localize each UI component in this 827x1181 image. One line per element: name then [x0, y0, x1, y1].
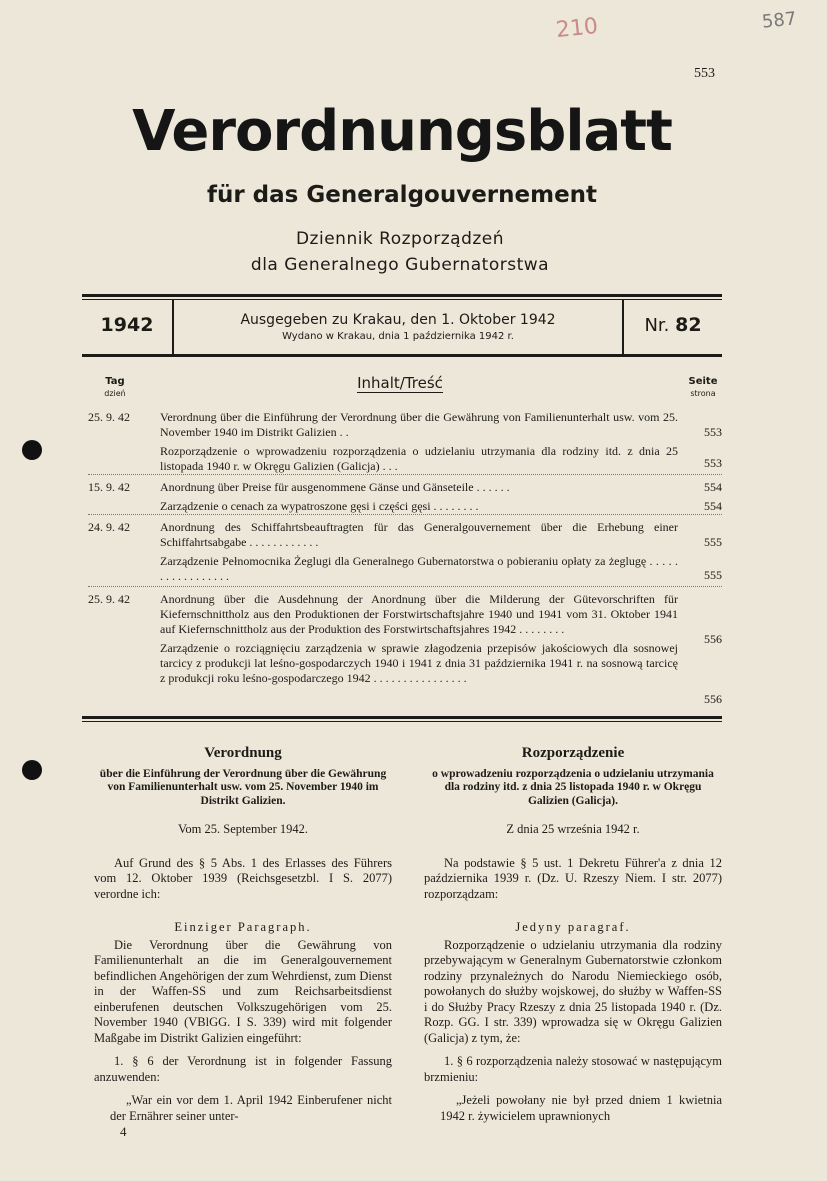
issue-info [176, 310, 620, 344]
toc-entry-date: 25. 9. 42 [88, 592, 130, 606]
toc-entry-pages [688, 592, 722, 710]
toc-separator [88, 586, 722, 587]
issue-number [624, 314, 722, 336]
polish-date: Z dnia 25 września 1942 r. [506, 822, 640, 836]
toc-entry-pages [688, 520, 722, 584]
toc-entry-date: 24. 9. 42 [88, 520, 130, 534]
masthead-rule-top-thin [82, 299, 722, 300]
toc-entry-texts [160, 520, 678, 588]
section-rule [82, 716, 722, 719]
toc-entry-pages [688, 410, 722, 472]
toc-entry-text-de: Verordnung über die Einführung der Verordnung über die Gewährung von Familienunterhalt usw. vom 25. November 1940 im Distrikt Galizien . . [160, 410, 678, 439]
german-item: 1. § 6 der Verordnung ist in folgender Fassung anzuwenden: [94, 1054, 392, 1084]
toc-entry-pages [688, 480, 722, 516]
toc-title-text: Inhalt/Treść [357, 374, 443, 392]
german-body: Die Verordnung über die Gewährung von Familienunterhalt an die im Generalgouvernement befindlichen Angehörigen der zum Wehrdienst, zum Dienst in der Waffen-SS und zum Reichsarbeitsdienst einberufenen deutschen Volkszugehörigen vom 25. November 1940 (VBlGG. I S. 339) wird mit folgender Maßgabe im Distrikt Galizien eingeführt: [94, 937, 392, 1045]
toc-entry-page: 555 [704, 535, 722, 549]
toc-entry-page: 553 [704, 456, 722, 470]
german-paragraph-heading: Einziger Paragraph. [174, 920, 312, 934]
document-subtitle: für das Generalgouvernement [206, 182, 598, 208]
german-preamble: Auf Grund des § 5 Abs. 1 des Erlasses des Führers vom 12. Oktober 1939 (Reichsgesetzbl. I S. 2077) verordne ich: [94, 855, 392, 901]
handwritten-mark: 210 [554, 13, 600, 44]
toc-entry-text-pl: Zarządzenie Pełnomocnika Żeglugi dla Generalnego Gubernatorstwa o pobieraniu opłaty za żeglugę . . . . . . . . . . . . . . . . . [160, 554, 678, 583]
issue-number-value: 82 [675, 314, 702, 336]
toc-entry-texts [160, 480, 678, 518]
toc-day-label-pl: dzień [104, 389, 126, 398]
document-title: Verordnungsblatt [132, 99, 672, 164]
polish-title-heading: Rozporządzenie [521, 745, 625, 761]
toc-entry-date: 25. 9. 42 [88, 410, 130, 424]
polish-item: 1. § 6 rozporządzenia należy stosować w następującym brzmieniu: [424, 1054, 722, 1084]
toc-entry [82, 592, 722, 710]
handwritten-archive-number: 587 [760, 8, 798, 33]
polish-subtitle: o wprowadzeniu rozporządzenia o udzielaniu utrzymania dla rodziny itd. z dnia 25 listopada 1940 r. w Okręgu Galizien (Galicja). [432, 767, 714, 807]
polish-quote: „Jeżeli powołany nie był przed dniem 1 kwietnia 1942 r. żywicielem uprawnionych [440, 1093, 722, 1123]
toc-entry-text-de: Anordnung über die Ausdehnung der Anordnung über die Milderung der Gütevorschriften für Kiefernschnittholz aus den Produktionen der Forstwirtschaftsjahre 1940 und 1941 vom 31. Oktober 1941 auf Kiefernschnittholz aus der Produktion des Forstwirtschaftsjahres 1942 . . . . . . . . [160, 592, 678, 636]
german-quote: „War ein vor dem 1. April 1942 Einberufener nicht der Ernährer seiner unter- [110, 1093, 392, 1123]
toc-entry [82, 480, 722, 516]
toc-entry-page: 553 [704, 425, 722, 439]
toc-entry-text-de: Anordnung über Preise für ausgenommene Gänse und Gänseteile . . . . . . [160, 480, 510, 494]
toc-entry-texts [160, 410, 678, 478]
polish-title-line1: Dziennik Rozporządzeń [295, 229, 505, 249]
toc-page-label-pl: strona [690, 389, 716, 398]
toc-entry [82, 410, 722, 472]
toc-entry-page: 555 [704, 568, 722, 582]
toc-entry [82, 520, 722, 584]
polish-preamble: Na podstawie § 5 ust. 1 Dekretu Führer'a z dnia 12 października 1939 r. (Dz. U. Rzeszy Niem. I str. 2077) rozporządzam: [424, 855, 722, 901]
german-title: Verordnung [204, 745, 282, 761]
issued-german: Ausgegeben zu Krakau, den 1. Oktober 1942 [240, 312, 556, 328]
toc-day-label: Tag [105, 376, 125, 387]
toc-page-label: Seite [688, 376, 718, 387]
polish-body: Rozporządzenie o udzielaniu utrzymania dla rodziny przebywającym w Generalnym Gubernatorstwie członkom rodziny przynależnych do Narodu Niemieckiego osób, powołanych do służby wojskowej, do służby w Waffen-SS i do Służby Pracy Rzeszy z dnia 25 listopada 1940 r. (Dz. Rozp. GG. I str. 339) wprowadza się w Okręgu Galizien (Galicja) z tym, że: [424, 937, 722, 1045]
toc-entry-texts [160, 592, 678, 690]
toc-title [300, 374, 500, 392]
german-date: Vom 25. September 1942. [178, 822, 308, 836]
toc-entry-page: 554 [704, 499, 722, 513]
polish-title-line2: dla Generalnego Gubernatorstwa [250, 255, 550, 275]
toc-entry-page: 556 [704, 632, 722, 646]
german-column [94, 746, 392, 1124]
issue-number-label: Nr. [644, 315, 670, 336]
punch-hole [22, 760, 42, 780]
issue-year: 1942 [100, 314, 154, 336]
toc-entry-page: 556 [704, 692, 722, 706]
toc-entry-text-de: Anordnung des Schiffahrtsbeauftragten für das Generalgouvernement über die Erhebung einer Schiffahrtsabgabe . . . . . . . . . . . . [160, 520, 678, 549]
toc-entry-text-pl: Rozporządzenie o wprowadzeniu rozporządzenia o udzielaniu utrzymania dla rodziny itd. z dnia 25 listopada 1940 r. w Okręgu Galizien (Galicja) . . . [160, 444, 678, 473]
toc-entry-text-pl: Zarządzenie o cenach za wypatroszone gęsi i części gęsi . . . . . . . . [160, 499, 479, 513]
masthead-rule-bottom [82, 354, 722, 357]
punch-hole [22, 440, 42, 460]
polish-title [150, 226, 650, 278]
toc-page-header [678, 376, 728, 400]
page-number: 553 [694, 66, 715, 81]
toc-separator [88, 514, 722, 515]
signature-number: 4 [120, 1124, 127, 1139]
polish-column [424, 746, 722, 1124]
toc-separator [88, 474, 722, 475]
polish-paragraph-heading: Jedyny paragraf. [515, 920, 631, 934]
toc-entry-text-pl: Zarządzenie o rozciągnięciu zarządzenia w sprawie złagodzenia przepisów jakościowych dla sosnowej tarcicy z produkcji lat leśno-gospodarczych 1940 i 1941 z dnia 31 października 1941 r. na sosnową tarcicę z produkcji roku leśno-gospodarczego 1942 . . . . . . . . . . . . . . . . [160, 641, 678, 685]
masthead-divider [172, 299, 174, 355]
masthead-rule-top [82, 294, 722, 297]
german-subtitle: über die Einführung der Verordnung über die Gewährung von Familienunterhalt usw. vom 25. November 1940 im Distrikt Galizien. [99, 767, 387, 807]
toc-entry-date: 15. 9. 42 [88, 480, 130, 494]
toc-entry-page: 554 [704, 480, 722, 494]
toc-day-header [90, 376, 140, 400]
section-rule-thin [82, 721, 722, 722]
issued-polish: Wydano w Krakau, dnia 1 października 1942 r. [282, 331, 514, 342]
